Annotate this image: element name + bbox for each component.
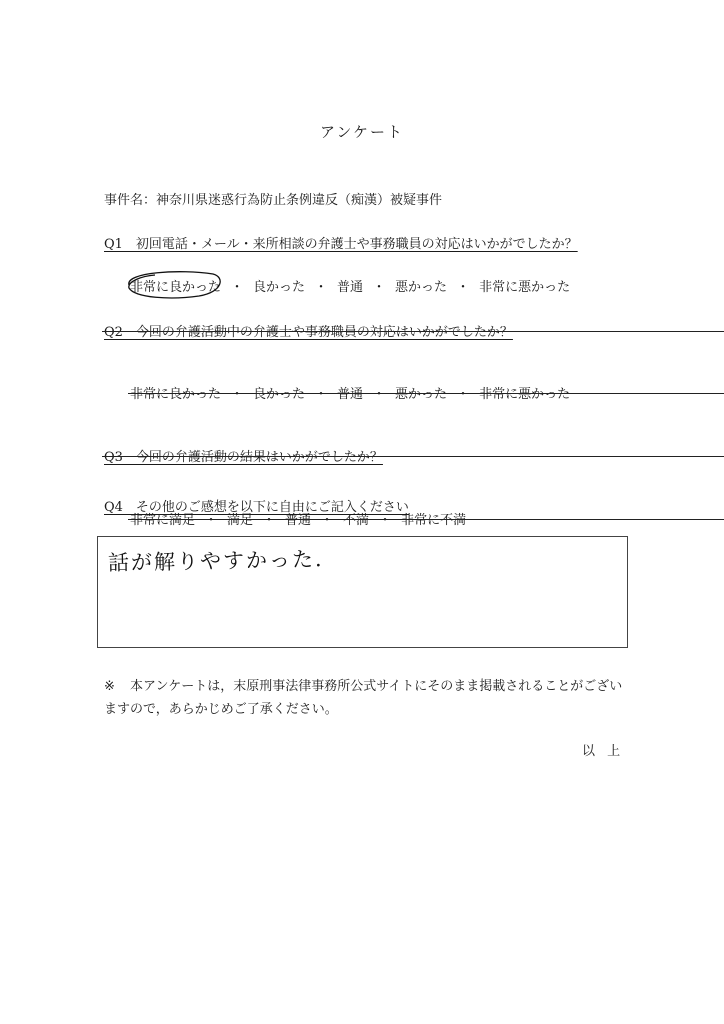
separator: ・ [314,280,328,295]
question-4: Q4 その他のご感想を以下に自由にご記入ください [104,500,409,515]
q2-option-very-bad[interactable]: 非常に悪かった [479,387,571,402]
question-2: Q2 今回の弁護活動中の弁護士や事務職員の対応はいかがでしたか？ [104,321,724,340]
separator: ・ [262,513,276,528]
separator: ・ [378,513,392,528]
q3-option-very-satisfied[interactable]: 非常に満足 [130,513,196,528]
question-3: Q3 今回の弁護活動の結果はいかがでしたか？ [104,446,724,465]
q1-option-very-good-label: 非常に良かった [130,280,222,295]
footnote [104,675,624,721]
q3-option-dissatisfied[interactable]: 不満 [343,513,370,528]
closing-mark: 以 上 [582,744,621,759]
q3-option-very-dissatisfied[interactable]: 非常に不満 [401,513,467,528]
separator: ・ [314,387,328,402]
page-title: アンケート [319,123,405,141]
q2-option-very-good[interactable]: 非常に良かった [130,387,222,402]
note-line-1: 本アンケートは，末原刑事法律事務所公式サイトにそのまま掲載されることがござい [130,679,623,694]
q1-options [130,276,570,295]
note-line-2: ますので，あらかじめご了承ください。 [104,702,338,717]
separator: ・ [456,280,470,295]
separator: ・ [320,513,334,528]
q3-option-normal[interactable]: 普通 [285,513,312,528]
separator: ・ [372,387,386,402]
separator: ・ [204,513,218,528]
note-mark: ※ [104,679,115,694]
separator: ・ [230,280,244,295]
q1-option-very-bad[interactable]: 非常に悪かった [479,280,571,295]
separator: ・ [230,387,244,402]
q1-option-normal[interactable]: 普通 [337,280,364,295]
handwritten-answer: 話が解りやすかった． [107,546,339,576]
question-1: Q1 初回電話・メール・来所相談の弁護士や事務職員の対応はいかがでしたか？ [104,237,578,252]
q1-option-good[interactable]: 良かった [253,280,306,295]
comment-box[interactable] [97,536,628,648]
q1-option-very-good[interactable] [130,276,221,295]
case-name: 事件名：神奈川県迷惑行為防止条例違反（痴漢）被疑事件 [104,193,443,208]
q3-option-satisfied[interactable]: 満足 [227,513,254,528]
separator: ・ [372,280,386,295]
q2-option-good[interactable]: 良かった [253,387,306,402]
separator: ・ [456,387,470,402]
q1-option-bad[interactable]: 悪かった [395,280,448,295]
q2-option-normal[interactable]: 普通 [337,387,364,402]
q2-option-bad[interactable]: 悪かった [395,387,448,402]
q2-options [130,383,724,402]
